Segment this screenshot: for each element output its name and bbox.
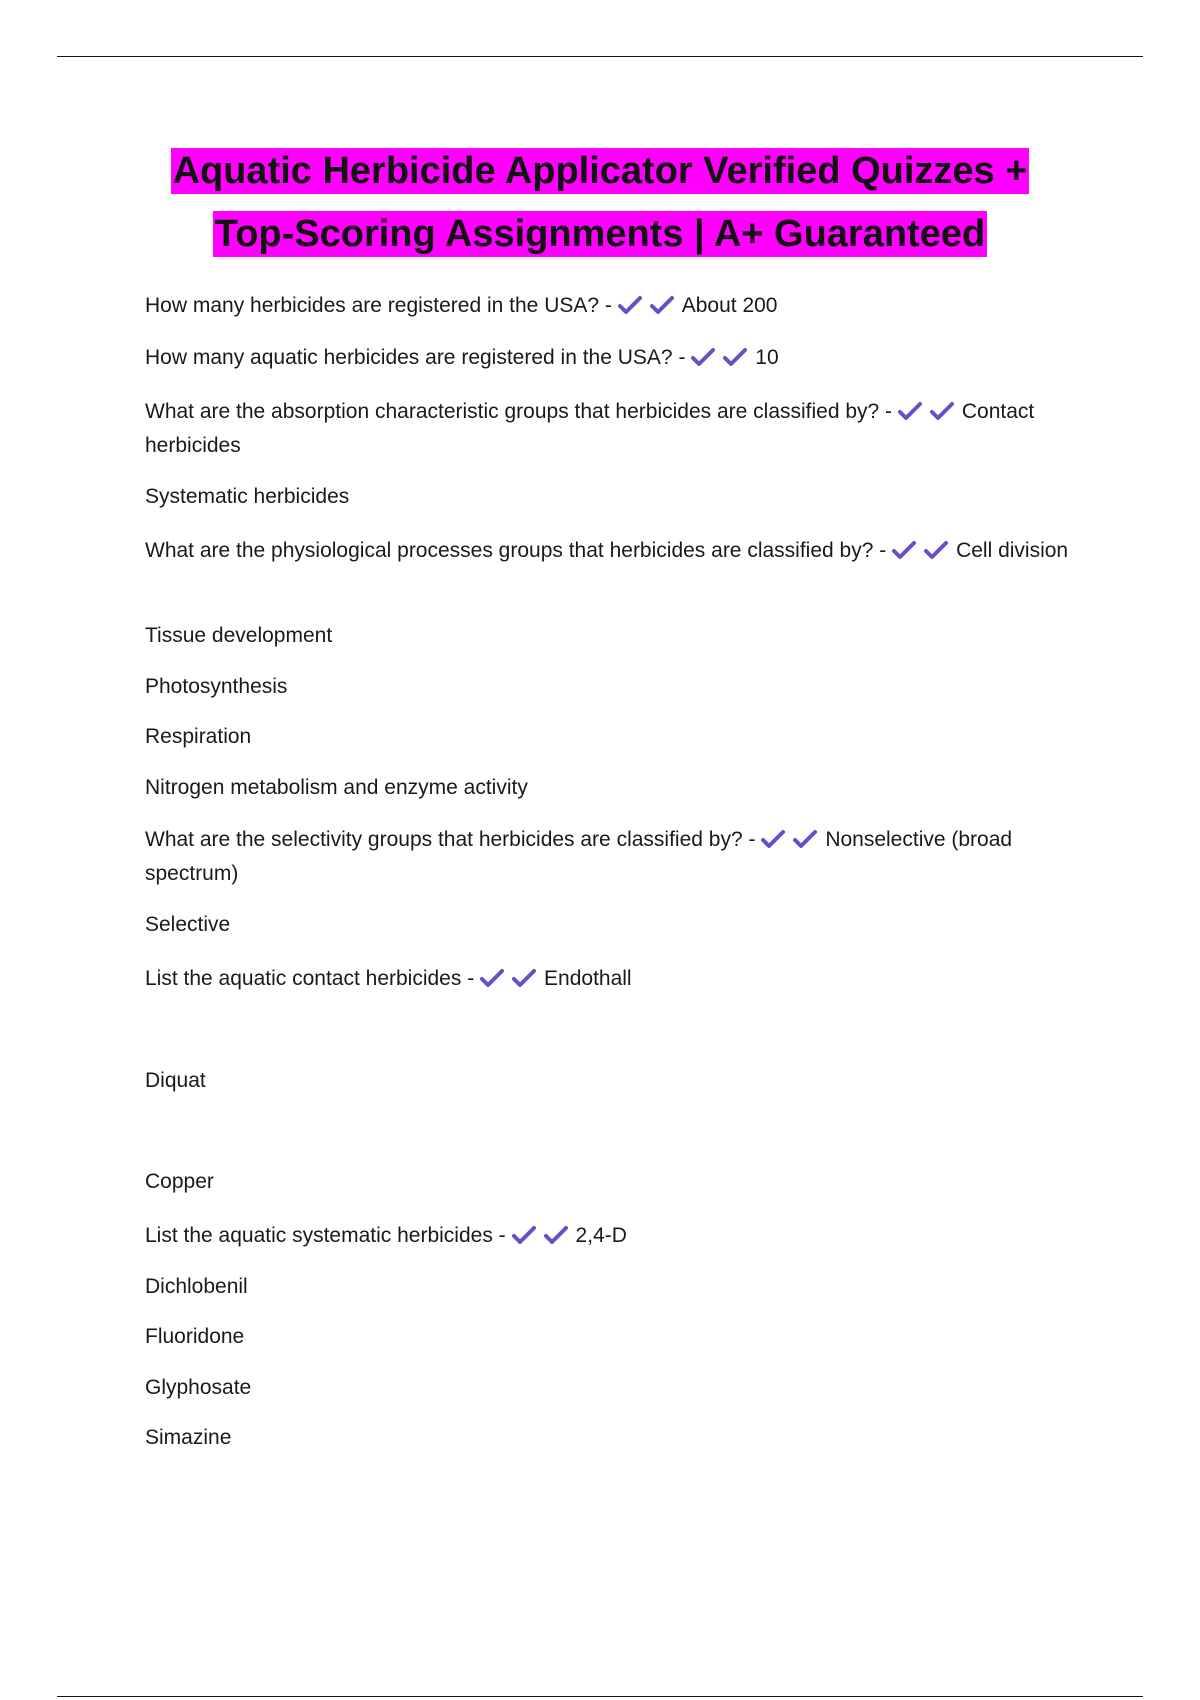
checkmark-icon [761,829,785,849]
qa-item [145,534,1095,568]
answer-text: Endothall [544,967,632,990]
list-item: Systematic herbicides [145,485,350,508]
checkmark-icon [512,1225,536,1245]
question-text: How many herbicides are registered in the USA? - [145,294,612,317]
list-item: Fluoridone [145,1325,245,1348]
list-item: Dichlobenil [145,1275,248,1298]
question-text: List the aquatic systematic herbicides - [145,1224,506,1247]
question-text: What are the selectivity groups that herbicides are classified by? - [145,828,756,851]
checkmark-icon [544,1225,568,1245]
checkmark-icon [930,401,954,421]
qa-item [145,289,1095,323]
checkmark-icon [892,540,916,560]
checkmark-icon [650,295,674,315]
answer-text: Cell division [956,539,1069,562]
answer-text: 10 [755,346,779,369]
checkmark-icon [618,295,642,315]
qa-item [145,823,1095,891]
list-item: Copper [145,1170,214,1193]
answer-text: 2,4-D [575,1224,627,1247]
question-text: How many aquatic herbicides are registered in the USA? - [145,346,686,369]
bottom-rule [57,1696,1143,1697]
qa-item [145,1219,1095,1253]
list-item: Tissue development [145,624,333,647]
list-item: Glyphosate [145,1376,252,1399]
qa-item [145,341,1095,375]
title-line-1: Aquatic Herbicide Applicator Verified Quizzes + [172,150,1028,192]
answer-text: About 200 [681,294,778,317]
checkmark-icon [898,401,922,421]
question-text: What are the absorption characteristic groups that herbicides are classified by? - [145,400,893,423]
qa-item [145,395,1095,463]
answer-text: Contact herbicides [145,400,1035,457]
list-item: Photosynthesis [145,675,288,698]
checkmark-icon [793,829,817,849]
checkmark-icon [691,347,715,367]
top-rule [57,56,1143,57]
list-item: Simazine [145,1426,232,1449]
checkmark-icon [723,347,747,367]
document-title [0,140,1200,266]
question-text: What are the physiological processes groups that herbicides are classified by? - [145,539,887,562]
list-item: Nitrogen metabolism and enzyme activity [145,776,528,799]
qa-item [145,962,1095,996]
checkmark-icon [480,968,504,988]
question-text: List the aquatic contact herbicides - [145,967,475,990]
answer-text: Nonselective (broad spectrum) [145,828,1013,885]
checkmark-icon [924,540,948,560]
list-item: Respiration [145,725,252,748]
list-item: Diquat [145,1069,206,1092]
title-line-2: Top-Scoring Assignments | A+ Guaranteed [214,213,986,255]
checkmark-icon [512,968,536,988]
list-item: Selective [145,913,231,936]
